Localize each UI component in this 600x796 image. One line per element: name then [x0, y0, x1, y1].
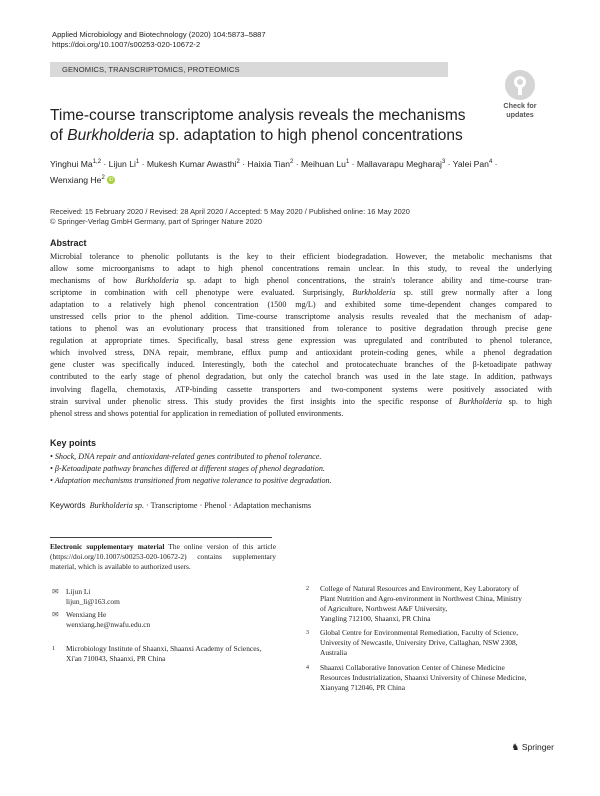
affiliation-3: 3 Global Centre for Environmental Remediation, Faculty of Science, University of Newcastle, University Drive, Callaghan, NSW 2308, Australia	[306, 628, 519, 657]
abstract-line: phenol stress and shows potential for application in remediation of polluted environments.	[50, 408, 344, 418]
envelope-icon: ✉	[52, 610, 59, 619]
journal-citation: Applied Microbiology and Biotechnology (2020) 104:5873–5887	[52, 30, 266, 39]
abstract-heading: Abstract	[50, 238, 87, 248]
abstract-line: Microbial tolerance to phenolic pollutants is the key to their efficient biodegradation. However, the metabolic mechanisms that	[50, 252, 552, 261]
authors-line2	[50, 171, 550, 187]
author-name[interactable]: Haixia Tian	[247, 158, 291, 169]
contact-name: Lijun Li	[66, 587, 91, 596]
author-affil-sup: 2	[101, 174, 105, 181]
author-separator: ·	[349, 158, 357, 169]
author-separator: ·	[101, 158, 109, 169]
author-affil-sup: 1,2	[92, 159, 102, 165]
section-label: GENOMICS, TRANSCRIPTOMICS, PROTEOMICS	[50, 62, 448, 77]
author-name[interactable]: Yinghui Ma	[50, 158, 93, 169]
check-for-updates-line1: Check for	[503, 101, 537, 110]
abstract-line: unstressed cells prior to the phenol addition. Time-course transcriptome analysis results revealed that the mechanism of adap-	[50, 312, 552, 322]
key-point-item: • β-Ketoadipate pathway branches differed at different stages of phenol degradation.	[50, 464, 325, 473]
title-line1: Time-course transcriptome analysis reveals the mechanisms	[50, 107, 466, 124]
envelope-icon: ✉	[52, 587, 59, 596]
affiliation-2: 2 College of Natural Resources and Environment, Key Laboratory of Plant Nutrition and Agro-environment in Northwest China, Ministry of Agriculture, Northwest A&F University, Yangling 712100, Shaanxi, PR China	[306, 584, 522, 623]
author-list	[50, 155, 550, 187]
keywords-label: Keywords	[50, 501, 86, 510]
key-point-item: • Adaptation mechanisms transitioned from negative tolerance to positive degradation.	[50, 476, 332, 485]
author-name[interactable]: Yalei Pan	[452, 158, 489, 169]
author-affil-sup: 2	[290, 159, 294, 165]
supplementary-label: Electronic supplementary material	[50, 542, 165, 551]
check-for-updates-badge[interactable]	[498, 70, 542, 122]
orcid-icon[interactable]: iD	[108, 177, 114, 184]
check-for-updates-icon	[505, 70, 535, 100]
springer-horse-icon: ♞	[511, 742, 520, 752]
journal-header	[52, 30, 266, 50]
publisher-name: Springer	[521, 742, 554, 752]
contact-email[interactable]: wenxiang.he@nwafu.edu.cn	[66, 620, 151, 629]
abstract-line: which involved stress, DNA repair, membrane, efflux pump and antioxidant protein-coding genes, while a phenol degradation	[50, 348, 552, 358]
abstract-line: mechanisms of how Burkholderia sp. adapt to high phenol concentrations, the strain's tolerance ability and time-course tran-	[50, 276, 552, 286]
author-affil-sup: 3	[441, 159, 446, 165]
contact-name: Wenxiang He	[66, 610, 107, 619]
author-separator: ·	[139, 158, 147, 169]
abstract-line: contributed to the early stage of phenol degradation, but only the catechol branch was used in the late stage. In addition, pathways	[50, 372, 552, 382]
author-separator: ·	[239, 158, 248, 169]
author-name[interactable]: Wenxiang He	[50, 174, 102, 185]
affiliation-1: 1 Microbiology Institute of Shaanxi, Shaanxi Academy of Sciences, Xi'an 710043, Shaanxi, PR China	[52, 644, 262, 663]
copyright: © Springer-Verlag GmbH Germany, part of Springer Nature 2020	[50, 217, 262, 226]
author-name[interactable]: Meihuan Lu	[301, 158, 346, 169]
key-points-list	[50, 451, 332, 487]
abstract-line: allow some microorganisms to adapt to high phenol concentrations remain unclear. In this study, to reveal the underlying	[50, 264, 552, 274]
abstract-line: adaptation to a relatively high phenol concentration (1500 mg/L) and exhibited some time-dependent changes compared to	[50, 300, 552, 310]
author-separator: ·	[445, 158, 453, 169]
abstract-body	[50, 251, 552, 420]
check-for-updates-line2: updates	[506, 109, 534, 119]
abstract-line: involving flagella, chemotaxis, ATP-binding cassette transporters and two-component systems were positively associated with	[50, 384, 552, 394]
author-name[interactable]: Lijun Li	[108, 158, 136, 169]
key-point-item: • Shock, DNA repair and antioxidant-related genes contributed to phenol tolerance.	[50, 452, 322, 461]
history-dates: Received: 15 February 2020 / Revised: 28 April 2020 / Accepted: 5 May 2020 / Published online: 16 May 2020	[50, 207, 410, 216]
title-line2: of Burkholderia sp. adaptation to high phenol concentrations	[50, 127, 463, 144]
abstract-line: regulation at appropriate times. Specifically, basal stress gene expression was upregulated and contributed to phenol tolerance,	[50, 336, 552, 346]
title-genus: Burkholderia	[67, 127, 155, 144]
supplementary-note	[50, 542, 276, 573]
keyword-item: Transcriptome	[150, 501, 198, 510]
author-affil-sup: 1	[345, 159, 350, 165]
abstract-line: gene cluster was specifically induced. Interestingly, both the catechol and protocatechuate branches of the β-ketoadipate pathway	[50, 360, 552, 370]
abstract-line: strain survival under phenolic stress. This study provides the first insights into the specific response of Burkholderia sp. to high	[50, 396, 552, 406]
keyword-item: Phenol	[204, 501, 227, 510]
corresponding-authors	[52, 587, 292, 630]
article-title	[50, 106, 480, 146]
authors-line1	[50, 155, 550, 171]
publisher-mark	[511, 742, 554, 753]
author-separator: ·	[492, 158, 498, 169]
author-affil-sup: 4	[488, 159, 493, 165]
keyword-item: Burkholderia sp.	[89, 501, 144, 510]
author-affil-sup: 1	[135, 159, 140, 165]
footnote-divider	[50, 537, 272, 538]
keyword-item: Adaptation mechanisms	[233, 501, 312, 510]
abstract-line: scriptome in combination with cell phenotype were evaluated. Surprisingly, Burkholderia sp. still grew normally after a long	[50, 288, 552, 298]
supplementary-text: The online version of this article (https://doi.org/10.1007/s00253-020-10672-2) contains supplementary material, which is available to authorized users.	[50, 542, 276, 572]
author-separator: ·	[293, 158, 302, 169]
article-dates	[50, 207, 410, 227]
affiliation-4: 4 Shaanxi Collaborative Innovation Center of Chinese Medicine Resources Industrialization, Shaanxi University of Chinese Medicine, Xianyang 712046, PR China	[306, 663, 527, 692]
author-name[interactable]: Mukesh Kumar Awasthi	[146, 158, 237, 169]
journal-doi[interactable]: https://doi.org/10.1007/s00253-020-10672-2	[52, 40, 201, 49]
abstract-line: tations to phenol was an evolutionary process that transitioned from tolerance to positive degradation through precise gene	[50, 324, 552, 334]
author-affil-sup: 2	[236, 159, 240, 165]
key-points-heading: Key points	[50, 438, 97, 448]
author-name[interactable]: Mallavarapu Megharaj	[356, 158, 442, 169]
contact-email[interactable]: lijun_li@163.com	[66, 597, 120, 606]
keywords: Keywords Burkholderia sp. · Transcriptome · Phenol · Adaptation mechanisms	[50, 501, 312, 510]
